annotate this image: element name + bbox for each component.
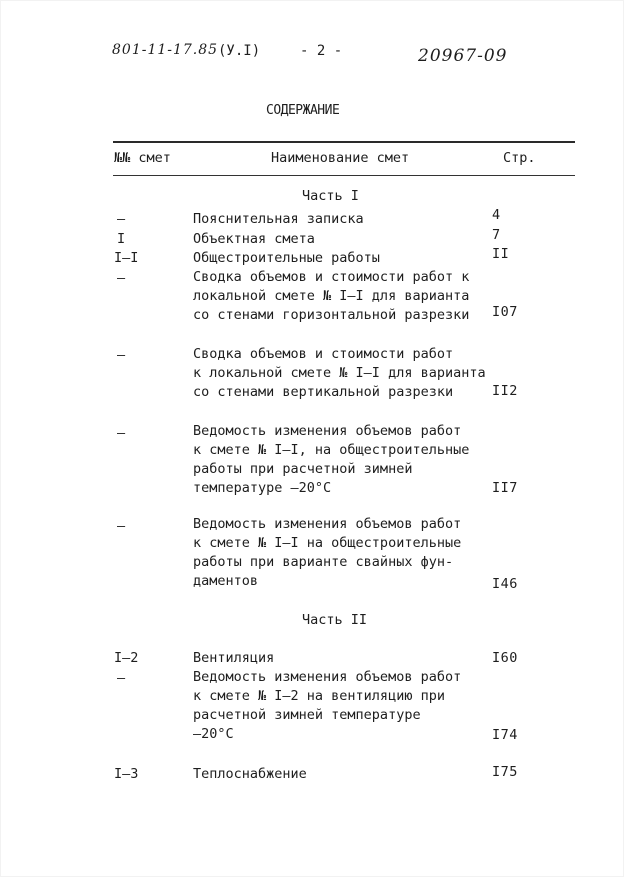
- page-title: СОДЕРЖАНИЕ: [266, 103, 340, 118]
- row-title-line: Объектная смета: [193, 231, 315, 247]
- row-number: I–3: [114, 766, 139, 782]
- row-page: II7: [492, 480, 518, 496]
- row-title-line: Ведомость изменения объемов работ: [193, 516, 462, 532]
- row-page: I60: [492, 650, 518, 666]
- row-title-line: работы при расчетной зимней: [193, 461, 413, 477]
- row-page: I07: [492, 304, 518, 320]
- row-title-line: к смете № I–I на общестроительные: [193, 535, 462, 551]
- column-header-number: №№ смет: [114, 150, 171, 166]
- row-title-line: Пояснительная записка: [193, 211, 364, 227]
- row-title-line: со стенами вертикальной разрезки: [193, 384, 454, 400]
- volume-label: (У.I): [218, 43, 261, 59]
- row-title-line: со стенами горизонтальной разрезки: [193, 307, 470, 323]
- row-page: I75: [492, 764, 518, 780]
- row-title-line: к локальной смете № I–I для варианта: [193, 365, 486, 381]
- row-number: I–2: [114, 650, 139, 666]
- row-number: –: [117, 518, 126, 534]
- column-header-name: Наименование смет: [271, 150, 410, 166]
- row-number: –: [117, 211, 126, 227]
- row-page: I46: [492, 576, 518, 592]
- row-number: –: [117, 670, 126, 686]
- row-title-line: Ведомость изменения объемов работ: [193, 669, 462, 685]
- row-title-line: Сводка объемов и стоимости работ: [193, 346, 454, 362]
- row-title-line: к смете № I–2 на вентиляцию при: [193, 688, 445, 704]
- row-title-line: Сводка объемов и стоимости работ к: [193, 269, 470, 285]
- row-title-line: температуре –20°С: [193, 480, 332, 496]
- table-top-rule: [113, 141, 575, 143]
- row-page: II: [492, 246, 510, 262]
- row-title-line: Теплоснабжение: [193, 766, 307, 782]
- row-number: –: [117, 347, 126, 363]
- row-title-line: даментов: [193, 573, 259, 589]
- row-title-line: работы при варианте свайных фун-: [193, 554, 454, 570]
- row-page: I74: [492, 727, 518, 743]
- document-code: 801-11-17.85: [112, 42, 219, 58]
- page-number: - 2 -: [300, 43, 343, 59]
- row-number: I–I: [114, 250, 139, 266]
- part-title: Часть I: [302, 188, 359, 204]
- row-title-line: к смете № I–I, на общестроительные: [193, 442, 470, 458]
- row-title-line: Ведомость изменения объемов работ: [193, 423, 462, 439]
- row-title-line: Общестроительные работы: [193, 250, 380, 266]
- row-page: 7: [492, 227, 501, 243]
- row-title-line: –20°С: [193, 726, 234, 742]
- row-page: 4: [492, 207, 501, 223]
- handwritten-registration-number: 20967-09: [418, 46, 508, 66]
- row-page: II2: [492, 383, 518, 399]
- row-title-line: расчетной зимней температуре: [193, 707, 421, 723]
- row-title-line: локальной смете № I–I для варианта: [193, 288, 470, 304]
- part-title: Часть II: [302, 612, 368, 628]
- column-header-page: Стр.: [503, 150, 536, 166]
- row-number: –: [117, 425, 126, 441]
- row-number: I: [117, 231, 126, 247]
- row-title-line: Вентиляция: [193, 650, 275, 666]
- table-header-rule: [113, 175, 575, 176]
- row-number: –: [117, 270, 126, 286]
